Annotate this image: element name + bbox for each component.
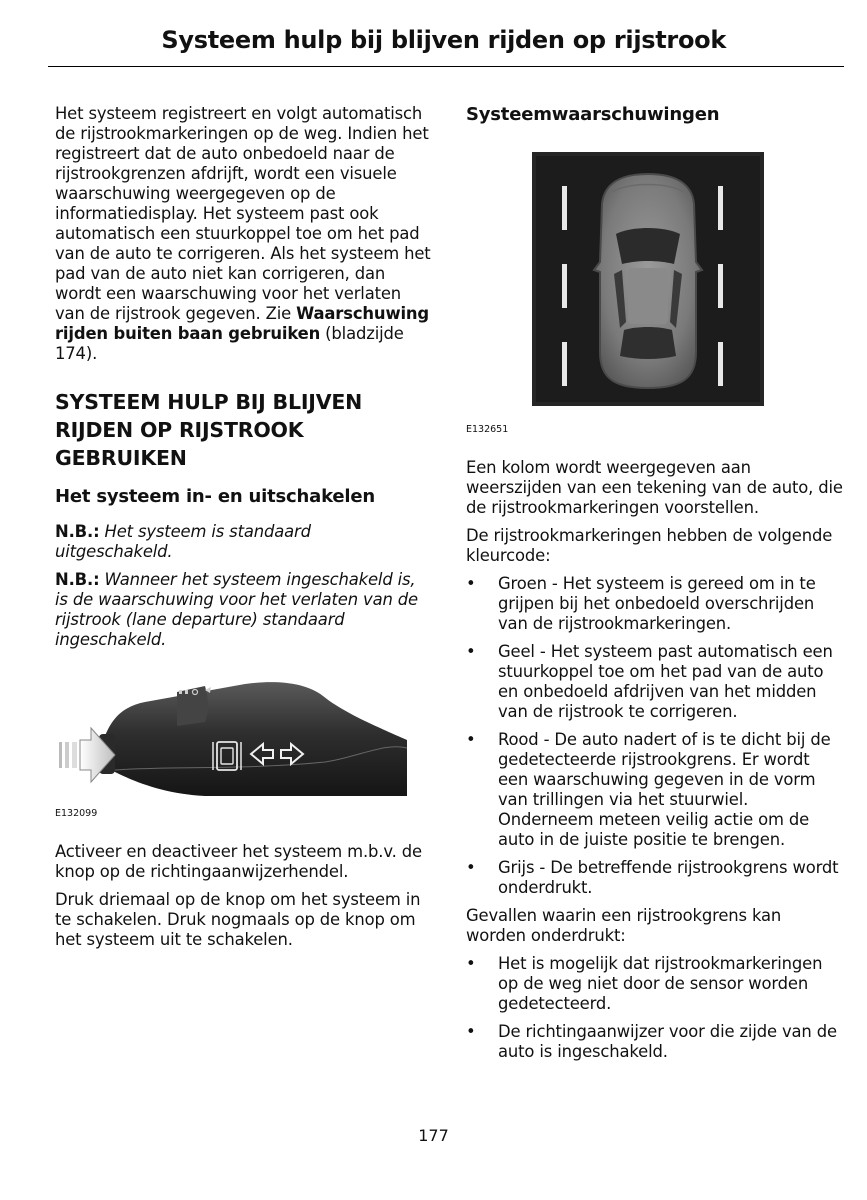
figure-id-display: E132651 — [466, 424, 509, 435]
color-code-list — [466, 574, 844, 898]
list-item-grey — [466, 858, 844, 898]
section-heading: SYSTEEM HULP BIJ BLIJVEN RIJDEN OP RIJSTROOK GEBRUIKEN — [55, 390, 363, 470]
note-default-off — [55, 522, 431, 562]
bullet-glyph: • — [466, 954, 476, 973]
list-item-turn-signal-on — [466, 1022, 844, 1062]
page-title: Systeem hulp bij blijven rijden op rijstrook — [161, 26, 726, 54]
note-lane-departure — [55, 570, 431, 650]
intro-page-ref: (bladzijde 174). — [55, 324, 404, 363]
bullet-glyph: • — [466, 730, 476, 749]
car-top-view-icon — [594, 174, 702, 388]
intro-paragraph — [55, 104, 431, 364]
bullet-glyph: • — [466, 1022, 476, 1041]
bullet-glyph: • — [466, 858, 476, 877]
list-item-text: Geel - Het systeem past automatisch een stuurkoppel toe om het pad van de auto en onbedoeld afdrijven van het midden van de rijstrook te corrigeren. — [498, 642, 833, 721]
list-item-red — [466, 730, 844, 850]
note-label: N.B.: — [55, 522, 100, 541]
bullet-glyph: • — [466, 574, 476, 593]
page-header — [48, 26, 844, 67]
subheading-enable-disable: Het systeem in- en uitschakelen — [55, 486, 375, 507]
stalk-illustration — [55, 678, 431, 798]
list-item-text: De richtingaanwijzer voor die zijde van de auto is ingeschakeld. — [498, 1022, 837, 1061]
figure-id-stalk: E132099 — [55, 808, 98, 819]
paragraph-press-thrice: Druk driemaal op de knop om het systeem in te schakelen. Druk nogmaals op de knop om het systeem uit te schakelen. — [55, 890, 421, 949]
paragraph-suppression-intro: Gevallen waarin een rijstrookgrens kan worden onderdrukt: — [466, 906, 782, 945]
list-item-text: Het is mogelijk dat rijstrookmarkeringen op de weg niet door de sensor worden gedetecteerd. — [498, 954, 823, 1013]
turn-signal-stalk-image — [55, 678, 415, 798]
page-number: 177 — [418, 1126, 449, 1145]
right-column — [466, 104, 844, 1070]
list-item-yellow — [466, 642, 844, 722]
list-item-text: Rood - De auto nadert of is te dicht bij de gedetecteerde rijstrookgrens. Er wordt een waarschuwing gegeven in de vorm van trillingen via het stuurwiel. Onderneem meteen veilig actie om de auto in de juiste positie te brengen. — [498, 730, 831, 849]
car-in-lane-image — [532, 152, 764, 406]
note-text: Het systeem is standaard uitgeschakeld. — [55, 522, 311, 561]
paragraph-color-code-intro: De rijstrookmarkeringen hebben de volgende kleurcode: — [466, 526, 833, 565]
system-warnings-heading: Systeemwaarschuwingen — [466, 104, 720, 125]
list-item-text: Grijs - De betreffende rijstrookgrens wordt onderdrukt. — [498, 858, 839, 897]
suppression-list — [466, 954, 844, 1062]
note-label: N.B.: — [55, 570, 100, 589]
list-item-not-detected — [466, 954, 844, 1014]
list-item-green — [466, 574, 844, 634]
intro-text: Het systeem registreert en volgt automatisch de rijstrookmarkeringen op de weg. Indien het registreert dat de auto onbedoeld naar de rijstrookgrenzen afdrijft, wordt een visuele waarschuwing weergegeven op de informatiedisplay. Het systeem past ook automatisch een stuurkoppel toe om het pad van de auto te corrigeren. Als het systeem het pad van de auto niet kan corrigeren, dan wordt een waarschuwing voor het verlaten van de rijstrook gegeven. Zie — [55, 104, 431, 323]
cross-reference-link[interactable]: Waarschuwing rijden buiten baan gebruiken — [55, 304, 430, 343]
left-column — [55, 104, 431, 958]
bullet-glyph: • — [466, 642, 476, 661]
lane-display-illustration — [532, 152, 764, 406]
list-item-text: Groen - Het systeem is gereed om in te grijpen bij het onbedoeld overschrijden van de rijstrookmarkeringen. — [498, 574, 816, 633]
note-text: Wanneer het systeem ingeschakeld is, is de waarschuwing voor het verlaten van de rijstrook (lane departure) standaard ingeschakeld. — [55, 570, 418, 649]
paragraph-activate: Activeer en deactiveer het systeem m.b.v. de knop op de richtingaanwijzerhendel. — [55, 842, 422, 881]
paragraph-column-display: Een kolom wordt weergegeven aan weerszijden van een tekening van de auto, die de rijstrookmarkeringen voorstellen. — [466, 458, 843, 517]
